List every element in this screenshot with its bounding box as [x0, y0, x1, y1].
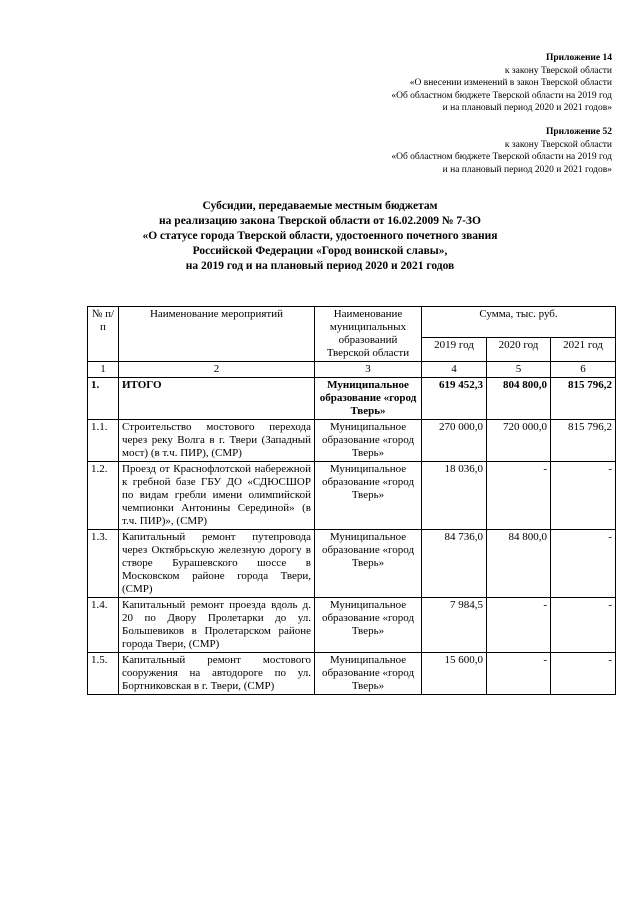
row-municipality: Муниципальное образование «город Тверь»	[315, 420, 422, 462]
header-num: № п/п	[88, 307, 119, 362]
total-2021: 815 796,2	[551, 378, 616, 420]
title-line: Российской Федерации «Город воинской славы»,	[192, 245, 448, 257]
row-name: Проезд от Краснофлотской набережной к гребной базе ГБУ ДО «СДЮСШОР по видам гребли имени олимпийской чемпионки Антонины Серединой» (в т.ч. ПИР)», (СМР)	[119, 462, 315, 530]
row-2020: -	[487, 653, 551, 695]
col-number: 4	[422, 362, 487, 378]
header-2020: 2020 год	[487, 338, 551, 362]
row-name: Капитальный ремонт мостового сооружения на автодороге по ул. Бортниковская в г. Твери, (СМР)	[119, 653, 315, 695]
row-municipality: Муниципальное образование «город Тверь»	[315, 530, 422, 598]
row-municipality: Муниципальное образование «город Тверь»	[315, 462, 422, 530]
total-row	[88, 378, 616, 420]
row-2020: -	[487, 462, 551, 530]
row-municipality: Муниципальное образование «город Тверь»	[315, 653, 422, 695]
document-title	[60, 199, 580, 274]
total-2020: 804 800,0	[487, 378, 551, 420]
row-2019: 84 736,0	[422, 530, 487, 598]
total-2019: 619 452,3	[422, 378, 487, 420]
row-2019: 18 036,0	[422, 462, 487, 530]
row-num: 1.3.	[88, 530, 119, 598]
row-2019: 15 600,0	[422, 653, 487, 695]
row-2021: 815 796,2	[551, 420, 616, 462]
header-sum: Сумма, тыс. руб.	[422, 307, 616, 338]
table-row	[88, 653, 616, 695]
table-row	[88, 598, 616, 653]
annex-line: к закону Тверской области	[504, 139, 612, 150]
row-2021: -	[551, 653, 616, 695]
annex-line: и на плановый период 2020 и 2021 годов»	[442, 103, 612, 113]
total-num: 1.	[88, 378, 119, 420]
row-2020: 84 800,0	[487, 530, 551, 598]
row-name: Строительство мостового перехода через реку Волга в г. Твери (Западный мост) (в т.ч. ПИР), (СМР)	[119, 420, 315, 462]
title-line: Субсидии, передаваемые местным бюджетам	[202, 200, 438, 212]
col-number: 1	[88, 362, 119, 378]
row-2021: -	[551, 462, 616, 530]
title-line: «О статусе города Тверской области, удостоенного почетного звания	[142, 230, 498, 242]
annex-line: «О внесении изменений в закон Тверской области	[409, 78, 612, 88]
row-municipality: Муниципальное образование «город Тверь»	[315, 598, 422, 653]
header-municipality: Наименование муниципальных образований Тверской области	[315, 307, 422, 362]
table-row	[88, 530, 616, 598]
header-name: Наименование мероприятий	[119, 307, 315, 362]
col-number: 5	[487, 362, 551, 378]
title-line: на 2019 год и на плановый период 2020 и 2021 годов	[185, 260, 455, 272]
header-2019: 2019 год	[422, 338, 487, 362]
title-line: на реализацию закона Тверской области от 16.02.2009 № 7-ЗО	[159, 215, 481, 227]
annex-line: «Об областном бюджете Тверской области на 2019 год	[391, 90, 612, 101]
annex-line: к закону Тверской области	[504, 65, 612, 76]
total-municipality: Муниципальное образование «город Тверь»	[315, 378, 422, 420]
header-2021: 2021 год	[551, 338, 616, 362]
row-2020: 720 000,0	[487, 420, 551, 462]
row-2021: -	[551, 598, 616, 653]
header-row	[88, 307, 616, 338]
annex-title: Приложение 14	[545, 53, 612, 63]
annex-line: и на плановый период 2020 и 2021 годов»	[442, 164, 612, 175]
table-row	[88, 420, 616, 462]
annex-52-header	[391, 126, 612, 176]
row-name: Капитальный ремонт путепровода через Октябрьскую железную дорогу в створе Бурашевского шоссе в Московском районе города Твери, (СМР)	[119, 530, 315, 598]
col-number: 2	[119, 362, 315, 378]
annex-title: Приложение 52	[545, 127, 612, 137]
row-2021: -	[551, 530, 616, 598]
row-2019: 270 000,0	[422, 420, 487, 462]
column-numbers-row	[88, 362, 616, 378]
row-num: 1.2.	[88, 462, 119, 530]
row-2019: 7 984,5	[422, 598, 487, 653]
row-num: 1.4.	[88, 598, 119, 653]
annex-14-header	[391, 52, 612, 115]
row-num: 1.5.	[88, 653, 119, 695]
table-row	[88, 462, 616, 530]
row-num: 1.1.	[88, 420, 119, 462]
col-number: 3	[315, 362, 422, 378]
subsidies-table	[87, 306, 616, 695]
row-name: Капитальный ремонт проезда вдоль д. 20 по Двору Пролетарки до ул. Большевиков в Пролетарском районе города Твери, (СМР)	[119, 598, 315, 653]
row-2020: -	[487, 598, 551, 653]
total-name: ИТОГО	[119, 378, 315, 420]
annex-line: «Об областном бюджете Тверской области на 2019 год	[391, 152, 612, 162]
col-number: 6	[551, 362, 616, 378]
